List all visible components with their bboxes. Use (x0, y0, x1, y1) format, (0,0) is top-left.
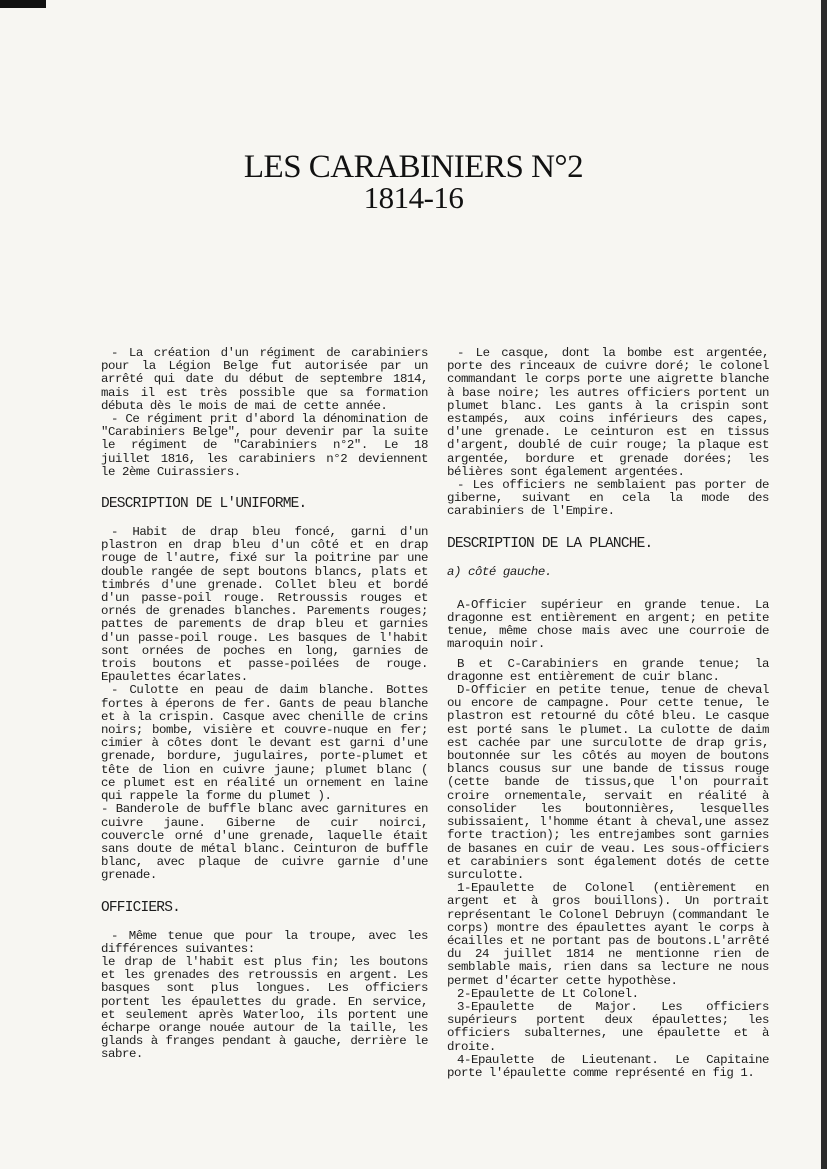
planche-paragraph: 3-Epaulette de Major. Les officiers supérieurs portent deux épaulettes; les officiers subalternes, une épaulette et à droite. (447, 999, 769, 1054)
planche-paragraph: B et C-Carabiniers en grande tenue; la dragonne est entièrement de cuir blanc. (447, 656, 769, 684)
subheading-cote-gauche: a) côté gauche. (447, 564, 552, 579)
heading-planche: DESCRIPTION DE LA PLANCHE. (447, 535, 653, 552)
planche-paragraph: 2-Epaulette de Lt Colonel. (457, 986, 639, 1001)
left-column (101, 347, 428, 1062)
planche-paragraph: 4-Epaulette de Lieutenant. Le Capitaine porte l'épaulette comme représenté en fig 1. (447, 1052, 769, 1080)
planche-paragraph: 1-Epaulette de Colonel (entièrement en argent et à gros bouillons). Un portrait représentant le Colonel Debruyn (commandant le corps) montre des épaulettes ayant le corps à écailles et ne portant pas de boutons.L'arrêté du 24 juillet 1814 ne mentionne rien de semblable mais, rien dans sa lecture ne nous permet d'écarter cette hypothèse. (447, 881, 769, 988)
heading-officiers: OFFICIERS. (101, 899, 181, 916)
heading-uniforme: DESCRIPTION DE L'UNIFORME. (101, 496, 307, 513)
uniforme-paragraph: - Habit de drap bleu foncé, garni d'un plastron en drap bleu d'un côté et en drap rouge de l'autre, fixé sur la poitrine par une double rangée de sept boutons blancs, plats et timbrés d'une grenade. Collet bleu et bordé d'un passe-poil rouge. Retroussis rouges et ornés de grenades blanches. Parements rouges; pattes de parements de drap bleu et garnies d'un passe-poil rouge. Les basques de l'habit sont ornées de poches en long, garnies de trois boutons et passe-poilées de rouge. Epaulettes écarlates. (101, 525, 428, 685)
intro-paragraph: - Ce régiment prit d'abord la dénomination de "Carabiniers Belge", pour devenir par la suite le régiment de "Carabiniers n°2". Le 18 juillet 1816, les carabiniers n°2 deviennent le 2ème Cuirassiers. (101, 412, 428, 479)
casque-paragraph: - Les officiers ne semblaient pas porter de giberne, suivant en cela la mode des carabiniers de l'Empire. (447, 478, 769, 519)
casque-paragraph: - Le casque, dont la bombe est argentée, porte des rinceaux de cuivre doré; le colonel commandant le corps porte une aigrette blanche à base noire; les autres officiers portent un plumet blanc. Les gants à la crispin sont estampés, aux coins inférieurs des capes, d'une grenade. Le ceinturon est en tissus d'argent, doublé de cuir rouge; la plaque est argentée, bordure et grenade dorées; les bélières sont également argentées. (447, 346, 769, 479)
planche-paragraph: A-Officier supérieur en grande tenue. La dragonne est entièrement en argent; en petite tenue, même chose mais avec une courroie de maroquin noir. (447, 597, 769, 652)
uniforme-paragraph: - Banderole de buffle blanc avec garnitures en cuivre jaune. Giberne de cuir noirci, couvercle orné d'une grenade, laquelle était sans doute de métal blanc. Ceinturon de buffle blanc, avec plaque de cuivre garnie d'une grenade. (101, 802, 428, 883)
page-subtitle-years: 1814-16 (363, 180, 464, 215)
officiers-paragraph: le drap de l'habit est plus fin; les boutons et les grenades des retroussis en argent. Les basques sont plus longues. Les officiers portent les épaulettes du grade. En service, et seulement après Waterloo, ils portent une écharpe orange nouée autour de la taille, les glands à franges pendant à gauche, derrière le sabre. (101, 954, 428, 1062)
planche-paragraph: D-Officier en petite tenue, tenue de cheval ou encore de campagne. Pour cette tenue, le plastron est retourné du côté bleu. Le casque est porté sans le plumet. La culotte de daim est cachée par une surculotte de drap gris, boutonnée sur les côtés au moyen de boutons blancs cousus sur une bande de tissus rouge (cette bande de tissus,que l'on pourrait croire ornementale, servait en réalité à consolider les boutonnières, lesquelles subissaient, l'homme étant à cheval,une assez forte traction); les entrejambes sont garnies de basanes en cuir de veau. Les sous-officiers et carabiniers sont également dotés de cette surculotte. (447, 683, 769, 882)
scan-corner-mark (0, 0, 46, 8)
officiers-paragraph: - Même tenue que pour la troupe, avec les différences suivantes: (101, 928, 428, 956)
page-title: LES CARABINIERS N°2 (243, 149, 584, 185)
intro-paragraph: - La création d'un régiment de carabiniers pour la Légion Belge fut autorisée par un arrêté qui date du début de septembre 1814, mais il est très possible que sa formation débuta dès le mois de mai de cette année. (101, 346, 428, 413)
right-column (447, 347, 769, 1080)
uniforme-paragraph: - Culotte en peau de daim blanche. Bottes fortes à éperons de fer. Gants de peau blanche et à la crispin. Casque avec chenille de crins noirs; bombe, visière et couvre-nuque en fer; cimier à côtes dont le devant est garni d'une grenade, bordure, jugulaires, porte-plumet et tête de lion en cuivre jaune; plumet blanc ( ce plumet est en réalité un ornement en laine qui rappele la forme du plumet ). (101, 683, 428, 804)
